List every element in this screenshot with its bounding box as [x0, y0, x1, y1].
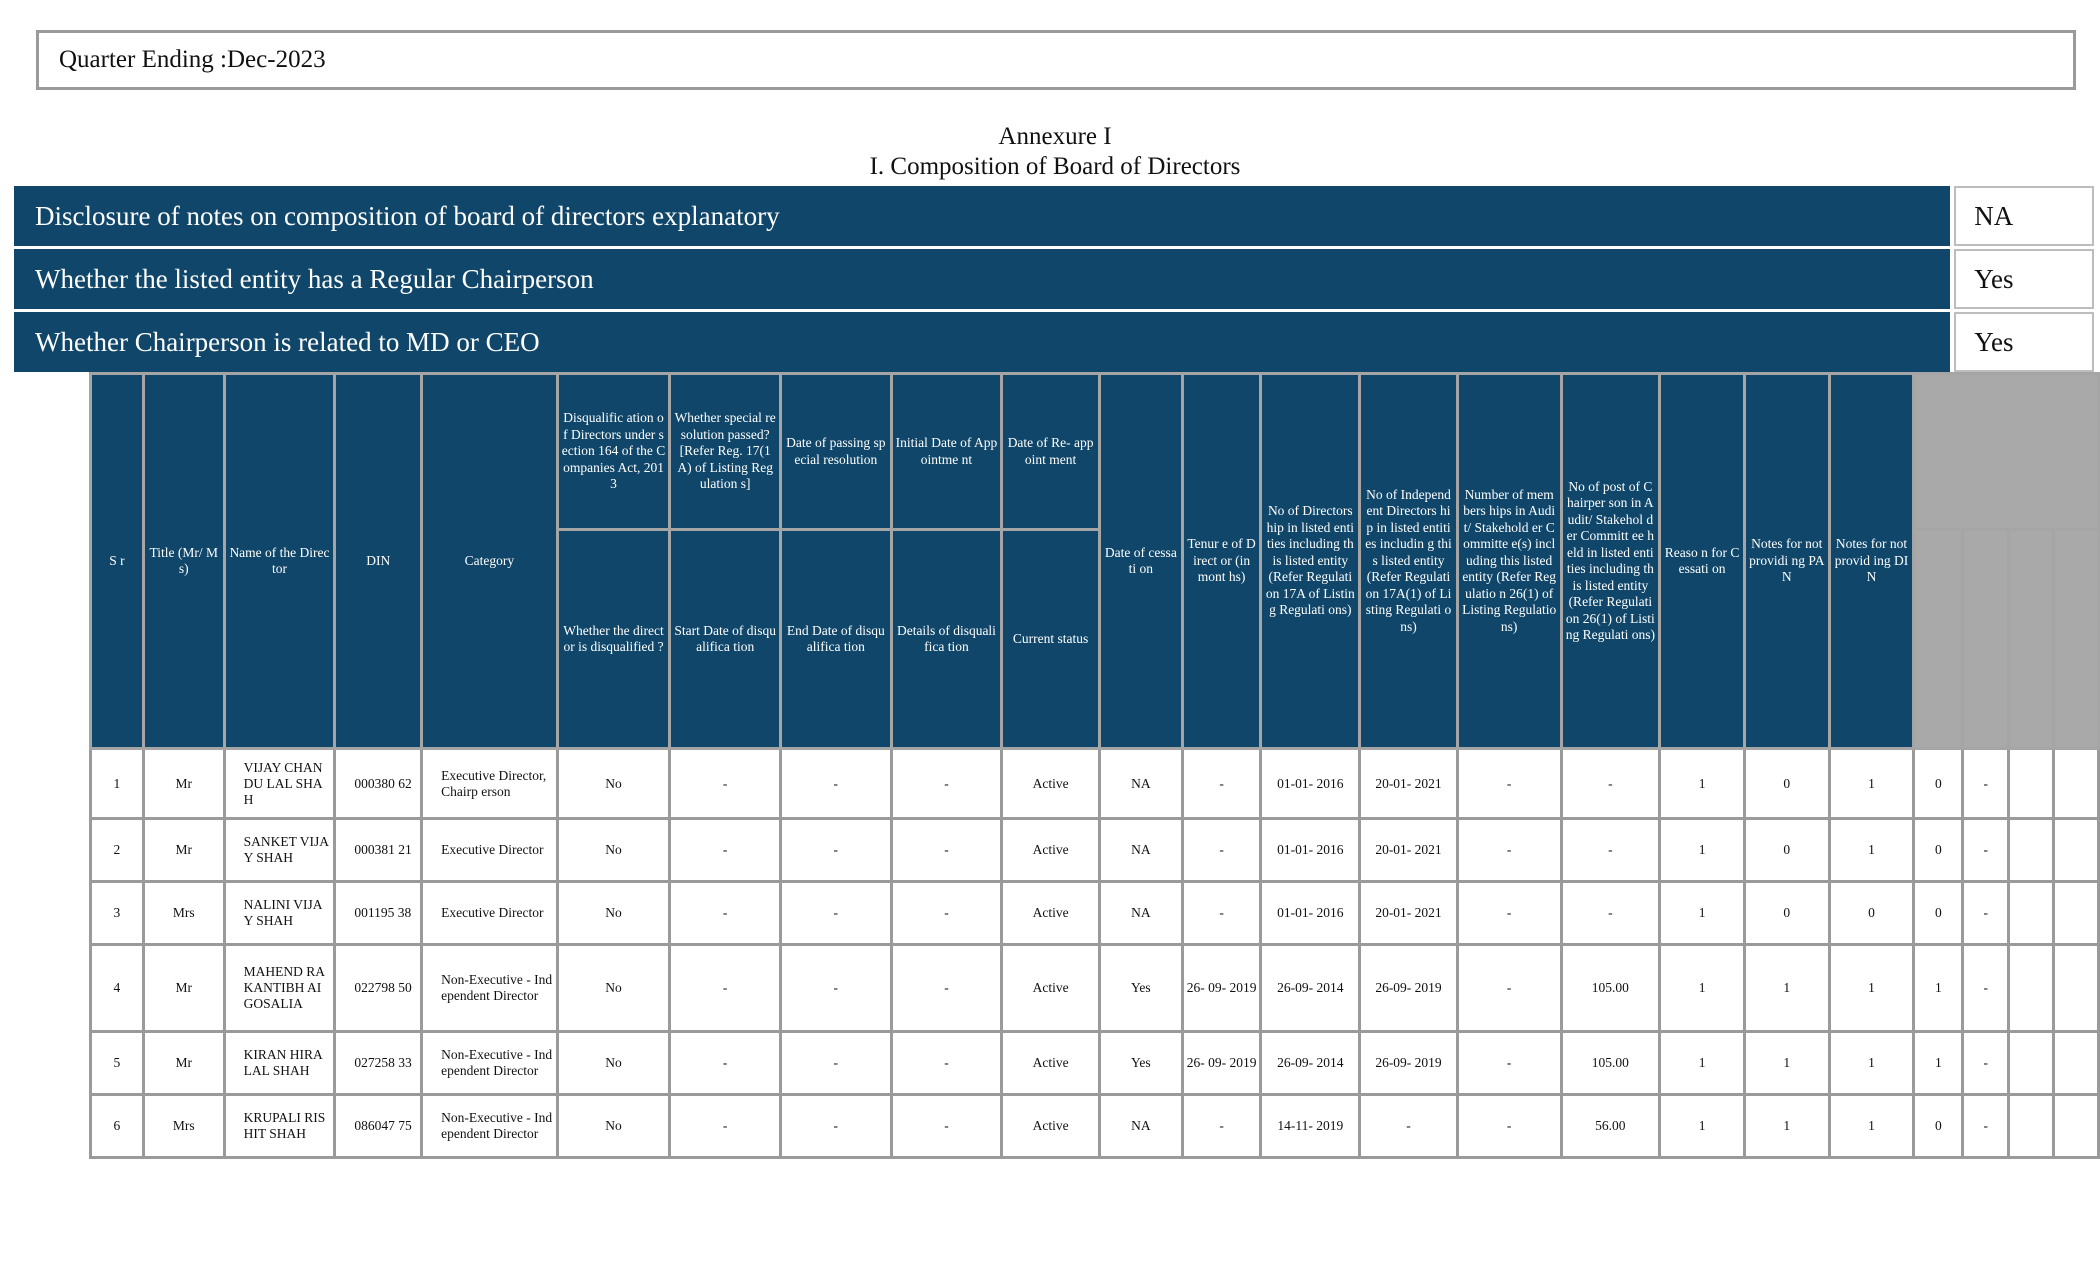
cell-empty: [2053, 819, 2098, 882]
cell-c14: 0: [1829, 882, 1914, 945]
cell-c10: -: [1457, 882, 1561, 945]
cell-c10: -: [1457, 1032, 1561, 1095]
question-row-chairperson: [14, 249, 2094, 309]
header-tenure: Tenur e of Direct or (in mont hs): [1182, 374, 1261, 749]
cell-c15: 0: [1914, 882, 1963, 945]
cell-c11: 56.00: [1561, 1095, 1660, 1158]
cell-c9: 20-01- 2021: [1360, 882, 1458, 945]
cell-c13: 1: [1744, 1032, 1829, 1095]
cell-name: SANKET VIJAY SHAH: [224, 819, 335, 882]
cell-c9: 20-01- 2021: [1360, 819, 1458, 882]
header-current-status: Current status: [1002, 530, 1100, 749]
cell-name: NALINI VIJAY SHAH: [224, 882, 335, 945]
cell-empty: [2009, 1032, 2054, 1095]
cell-c12: 1: [1660, 882, 1745, 945]
cell-category: Executive Director,Chairp erson: [422, 749, 558, 819]
cell-c8: 01-01- 2016: [1261, 749, 1360, 819]
cell-c10: -: [1457, 945, 1561, 1032]
header-reappointment: Date of Re- appoint ment: [1002, 374, 1100, 530]
cell-c8: 01-01- 2016: [1261, 819, 1360, 882]
cell-c2: -: [670, 749, 781, 819]
cell-empty: [2053, 749, 2098, 819]
cell-c15: 0: [1914, 819, 1963, 882]
section-title: I. Composition of Board of Directors: [869, 153, 1241, 180]
cell-c12: 1: [1660, 749, 1745, 819]
header-initial-appointment: Initial Date of Appointme nt: [891, 374, 1002, 530]
cell-c14: 1: [1829, 1095, 1914, 1158]
cell-c9: 20-01- 2021: [1360, 749, 1458, 819]
cell-c4: -: [891, 1095, 1002, 1158]
cell-c2: -: [670, 1095, 781, 1158]
cell-sr: 6: [91, 1095, 144, 1158]
cell-empty: [2009, 749, 2054, 819]
cell-c10: -: [1457, 819, 1561, 882]
cell-c3: -: [780, 945, 891, 1032]
cell-c13: 1: [1744, 1095, 1829, 1158]
header-special-resolution: Whether special resolution passed? [Refer Reg. 17(1A) of Listing Regulation s]: [670, 374, 781, 530]
cell-title: Mr: [143, 945, 224, 1032]
cell-c8: 01-01- 2016: [1261, 882, 1360, 945]
cell-c15: 0: [1914, 749, 1963, 819]
cell-din: 027258 33: [335, 1032, 422, 1095]
header-disqualification-164: Disqualific ation of Directors under section 164 of the Companies Act, 2013: [557, 374, 670, 530]
cell-sr: 3: [91, 882, 144, 945]
cell-c3: -: [780, 819, 891, 882]
cell-title: Mrs: [143, 882, 224, 945]
table-row: [91, 945, 2099, 1032]
cell-c7: -: [1182, 819, 1261, 882]
header-date-special-resolution: Date of passing special resolution: [780, 374, 891, 530]
cell-c1: No: [557, 882, 670, 945]
question-row-notes: [14, 186, 2094, 246]
cell-c4: -: [891, 819, 1002, 882]
cell-c6: NA: [1099, 819, 1182, 882]
cell-c13: 0: [1744, 819, 1829, 882]
table-row: [91, 819, 2099, 882]
cell-din: 086047 75: [335, 1095, 422, 1158]
header-notes-pan: Notes for not providi ng PAN: [1744, 374, 1829, 749]
cell-c9: 26-09- 2019: [1360, 945, 1458, 1032]
cell-name: KRUPALI RISHIT SHAH: [224, 1095, 335, 1158]
cell-c6: Yes: [1099, 945, 1182, 1032]
question-value: Yes: [1954, 249, 2094, 309]
cell-name: KIRAN HIRALAL SHAH: [224, 1032, 335, 1095]
table-row: [91, 749, 2099, 819]
cell-c3: -: [780, 749, 891, 819]
cell-c11: -: [1561, 819, 1660, 882]
cell-c12: 1: [1660, 945, 1745, 1032]
header-name: Name of the Director: [224, 374, 335, 749]
cell-c2: -: [670, 882, 781, 945]
cell-c1: No: [557, 749, 670, 819]
cell-c16: -: [1963, 1032, 2009, 1095]
cell-c3: -: [780, 882, 891, 945]
cell-name: MAHEND RA KANTIBH AI GOSALIA: [224, 945, 335, 1032]
cell-category: Executive Director: [422, 819, 558, 882]
header-blank: [1963, 530, 2009, 749]
cell-c11: -: [1561, 882, 1660, 945]
cell-sr: 4: [91, 945, 144, 1032]
cell-c11: -: [1561, 749, 1660, 819]
cell-c5: Active: [1002, 749, 1100, 819]
annexure-title: Annexure I: [998, 123, 1112, 150]
cell-sr: 2: [91, 819, 144, 882]
header-blank: [2053, 530, 2098, 749]
cell-c15: 1: [1914, 945, 1963, 1032]
cell-empty: [2009, 945, 2054, 1032]
header-start-disqualification: Start Date of disqualifica tion: [670, 530, 781, 749]
cell-empty: [2009, 882, 2054, 945]
cell-c8: 26-09- 2014: [1261, 945, 1360, 1032]
cell-c11: 105.00: [1561, 945, 1660, 1032]
cell-c15: 1: [1914, 1032, 1963, 1095]
cell-title: Mr: [143, 1032, 224, 1095]
cell-c5: Active: [1002, 819, 1100, 882]
cell-category: Non-Executive - Independent Director: [422, 1032, 558, 1095]
cell-c11: 105.00: [1561, 1032, 1660, 1095]
cell-c15: 0: [1914, 1095, 1963, 1158]
cell-c14: 1: [1829, 1032, 1914, 1095]
cell-category: Non-Executive - Independent Director: [422, 945, 558, 1032]
cell-c8: 26-09- 2014: [1261, 1032, 1360, 1095]
cell-c7: -: [1182, 749, 1261, 819]
question-label: Whether Chairperson is related to MD or CEO: [14, 312, 1950, 372]
cell-c7: 26- 09- 2019: [1182, 1032, 1261, 1095]
cell-empty: [2009, 1095, 2054, 1158]
cell-c10: -: [1457, 749, 1561, 819]
question-label: Disclosure of notes on composition of board of directors explanatory: [14, 186, 1950, 246]
cell-c2: -: [670, 945, 781, 1032]
quarter-ending-box: [36, 30, 2076, 90]
header-blank: [2009, 530, 2054, 749]
cell-c6: NA: [1099, 882, 1182, 945]
cell-c16: -: [1963, 749, 2009, 819]
header-din: DIN: [335, 374, 422, 749]
header-end-disqualification: End Date of disqualifica tion: [780, 530, 891, 749]
cell-c2: -: [670, 819, 781, 882]
header-cessation: Date of cessati on: [1099, 374, 1182, 749]
cell-c7: 26- 09- 2019: [1182, 945, 1261, 1032]
cell-c13: 1: [1744, 945, 1829, 1032]
cell-empty: [2053, 1032, 2098, 1095]
cell-empty: [2053, 1095, 2098, 1158]
header-blank: [1914, 530, 1963, 749]
table-row: [91, 1032, 2099, 1095]
header-title: Title (Mr/ Ms): [143, 374, 224, 749]
header-blank-group: [1914, 374, 2099, 530]
cell-empty: [2053, 945, 2098, 1032]
cell-name: VIJAY CHANDU LAL SHAH: [224, 749, 335, 819]
cell-title: Mrs: [143, 1095, 224, 1158]
header-reason-cessation: Reaso n for Cessati on: [1660, 374, 1745, 749]
header-details-disqualification: Details of disqualifica tion: [891, 530, 1002, 749]
question-label: Whether the listed entity has a Regular Chairperson: [14, 249, 1950, 309]
cell-c13: 0: [1744, 882, 1829, 945]
question-value: NA: [1954, 186, 2094, 246]
cell-c6: Yes: [1099, 1032, 1182, 1095]
cell-c14: 1: [1829, 945, 1914, 1032]
cell-sr: 1: [91, 749, 144, 819]
cell-c5: Active: [1002, 882, 1100, 945]
table-row: [91, 882, 2099, 945]
cell-c4: -: [891, 945, 1002, 1032]
cell-sr: 5: [91, 1032, 144, 1095]
cell-c8: 14-11- 2019: [1261, 1095, 1360, 1158]
cell-c1: No: [557, 1032, 670, 1095]
cell-c1: No: [557, 945, 670, 1032]
header-no-memberships: Number of members hips in Audit/ Stakehold er Committe e(s) including this listed entity (Refer Regulatio n 26(1) of Listing Regulatio ns): [1457, 374, 1561, 749]
header-no-independent: No of Independ ent Directors hip in listed entities includin g this listed entity (Refer Regulati on 17A(1) of Listing Regulati ons): [1360, 374, 1458, 749]
cell-c7: -: [1182, 882, 1261, 945]
cell-c16: -: [1963, 819, 2009, 882]
cell-c5: Active: [1002, 1095, 1100, 1158]
board-composition-table: [89, 372, 2100, 1159]
cell-c5: Active: [1002, 1032, 1100, 1095]
cell-c3: -: [780, 1095, 891, 1158]
cell-c14: 1: [1829, 749, 1914, 819]
question-row-chair-related: [14, 312, 2094, 372]
header-sr: S r: [91, 374, 144, 749]
cell-c10: -: [1457, 1095, 1561, 1158]
cell-c12: 1: [1660, 1095, 1745, 1158]
cell-c2: -: [670, 1032, 781, 1095]
cell-category: Non-Executive - Independent Director: [422, 1095, 558, 1158]
cell-din: 022798 50: [335, 945, 422, 1032]
cell-din: 000380 62: [335, 749, 422, 819]
header-category: Category: [422, 374, 558, 749]
cell-c16: -: [1963, 1095, 2009, 1158]
cell-c4: -: [891, 749, 1002, 819]
cell-c7: -: [1182, 1095, 1261, 1158]
cell-c13: 0: [1744, 749, 1829, 819]
cell-c16: -: [1963, 882, 2009, 945]
cell-c3: -: [780, 1032, 891, 1095]
table-row: [91, 1095, 2099, 1158]
header-notes-din: Notes for not provid ing DIN: [1829, 374, 1914, 749]
cell-empty: [2053, 882, 2098, 945]
cell-din: 000381 21: [335, 819, 422, 882]
cell-c5: Active: [1002, 945, 1100, 1032]
question-value: Yes: [1954, 312, 2094, 372]
cell-c6: NA: [1099, 749, 1182, 819]
cell-c12: 1: [1660, 819, 1745, 882]
header-no-directorship: No of Directors hip in listed entities including this listed entity (Refer Regulati on 17A of Listing Regulati ons): [1261, 374, 1360, 749]
header-is-disqualified: Whether the director is disqualified ?: [557, 530, 670, 749]
cell-title: Mr: [143, 819, 224, 882]
cell-category: Executive Director: [422, 882, 558, 945]
cell-c9: -: [1360, 1095, 1458, 1158]
cell-c1: No: [557, 819, 670, 882]
cell-c16: -: [1963, 945, 2009, 1032]
cell-c9: 26-09- 2019: [1360, 1032, 1458, 1095]
cell-empty: [2009, 819, 2054, 882]
header-no-chairperson: No of post of Chairper son in Audit/ Stakehol der Committ ee held in listed entities including this listed entity (Refer Regulati on 26(1) of Listing Regulati ons): [1561, 374, 1660, 749]
cell-c4: -: [891, 882, 1002, 945]
cell-title: Mr: [143, 749, 224, 819]
quarter-ending-label: Quarter Ending :Dec-2023: [59, 46, 326, 73]
cell-c4: -: [891, 1032, 1002, 1095]
cell-c14: 1: [1829, 819, 1914, 882]
cell-c12: 1: [1660, 1032, 1745, 1095]
cell-c1: No: [557, 1095, 670, 1158]
cell-din: 001195 38: [335, 882, 422, 945]
cell-c6: NA: [1099, 1095, 1182, 1158]
